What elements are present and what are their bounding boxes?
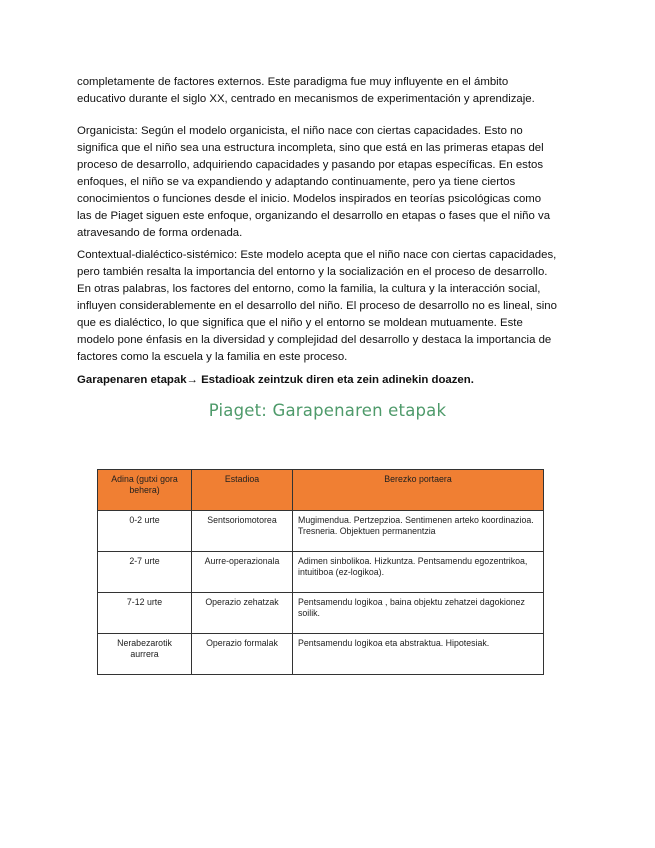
cell-stage: Operazio formalak (192, 634, 293, 675)
section-heading: Garapenaren etapak→ Estadioak zeintzuk diren eta zein adinekin doazen. (77, 374, 474, 386)
table-row (98, 552, 544, 593)
header-behavior: Berezko portaera (293, 470, 544, 511)
table-row (98, 593, 544, 634)
table-header-row (98, 470, 544, 511)
table-row (98, 634, 544, 675)
cell-stage: Aurre-operazionala (192, 552, 293, 593)
cell-age: 0-2 urte (98, 511, 192, 552)
paragraph-organicist: Organicista: Según el modelo organicista, el niño nace con ciertas capacidades. Esto no significa que el niño sea una estructura incompleta, sino que está en las primeras etapas del proceso de desarrollo, adquiriendo capacidades y pasando por etapas específicas. En estos enfoques, el niño se va expandiendo y adaptando continuamente, pero ya tiene ciertos conocimientos o funciones desde el inicio. Modelos inspirados en teorías psicológicas como las de Piaget siguen este enfoque, organizando el desarrollo en etapas o fases que el niño va atravesando de forma ordenada. (77, 125, 551, 239)
header-stage: Estadioa (192, 470, 293, 511)
cell-age: 2-7 urte (98, 552, 192, 593)
table-row (98, 511, 544, 552)
table-title: Piaget: Garapenaren etapak (208, 401, 447, 420)
header-age: Adina (gutxi gora behera) (98, 470, 192, 511)
piaget-stages-table (97, 469, 544, 675)
paragraph-contextual: Contextual-dialéctico-sistémico: Este modelo acepta que el niño nace con ciertas capacidades, pero también resalta la importancia del entorno y la socialización en el proceso de desarrollo. En otras palabras, los factores del entorno, como la familia, la cultura y la interacción social, influyen considerablemente en el desarrollo del niño. El proceso de desarrollo no es lineal, sino que es dialéctico, lo que significa que el niño y el entorno se moldean mutuamente. Este modelo pone énfasis en la diversidad y complejidad del desarrollo y destaca la importancia de factores como la escuela y la familia en este proceso. (77, 249, 557, 363)
cell-stage: Sentsoriomotorea (192, 511, 293, 552)
paragraph-conductist-end: completamente de factores externos. Este paradigma fue muy influyente en el ámbito educativo durante el siglo XX, centrado en mecanismos de experimentación y aprendizaje. (77, 76, 535, 105)
cell-age: Nerabezarotik aurrera (98, 634, 192, 675)
cell-behavior: Mugimendua. Pertzepzioa. Sentimenen arteko koordinazioa. Tresneria. Objektuen permanentzia (293, 511, 544, 552)
cell-behavior: Adimen sinbolikoa. Hizkuntza. Pentsamendu egozentrikoa, intuitiboa (ez-logikoa). (293, 552, 544, 593)
cell-behavior: Pentsamendu logikoa eta abstraktua. Hipotesiak. (293, 634, 544, 675)
cell-stage: Operazio zehatzak (192, 593, 293, 634)
cell-behavior: Pentsamendu logikoa , baina objektu zehatzei dagokionez soilik. (293, 593, 544, 634)
cell-age: 7-12 urte (98, 593, 192, 634)
